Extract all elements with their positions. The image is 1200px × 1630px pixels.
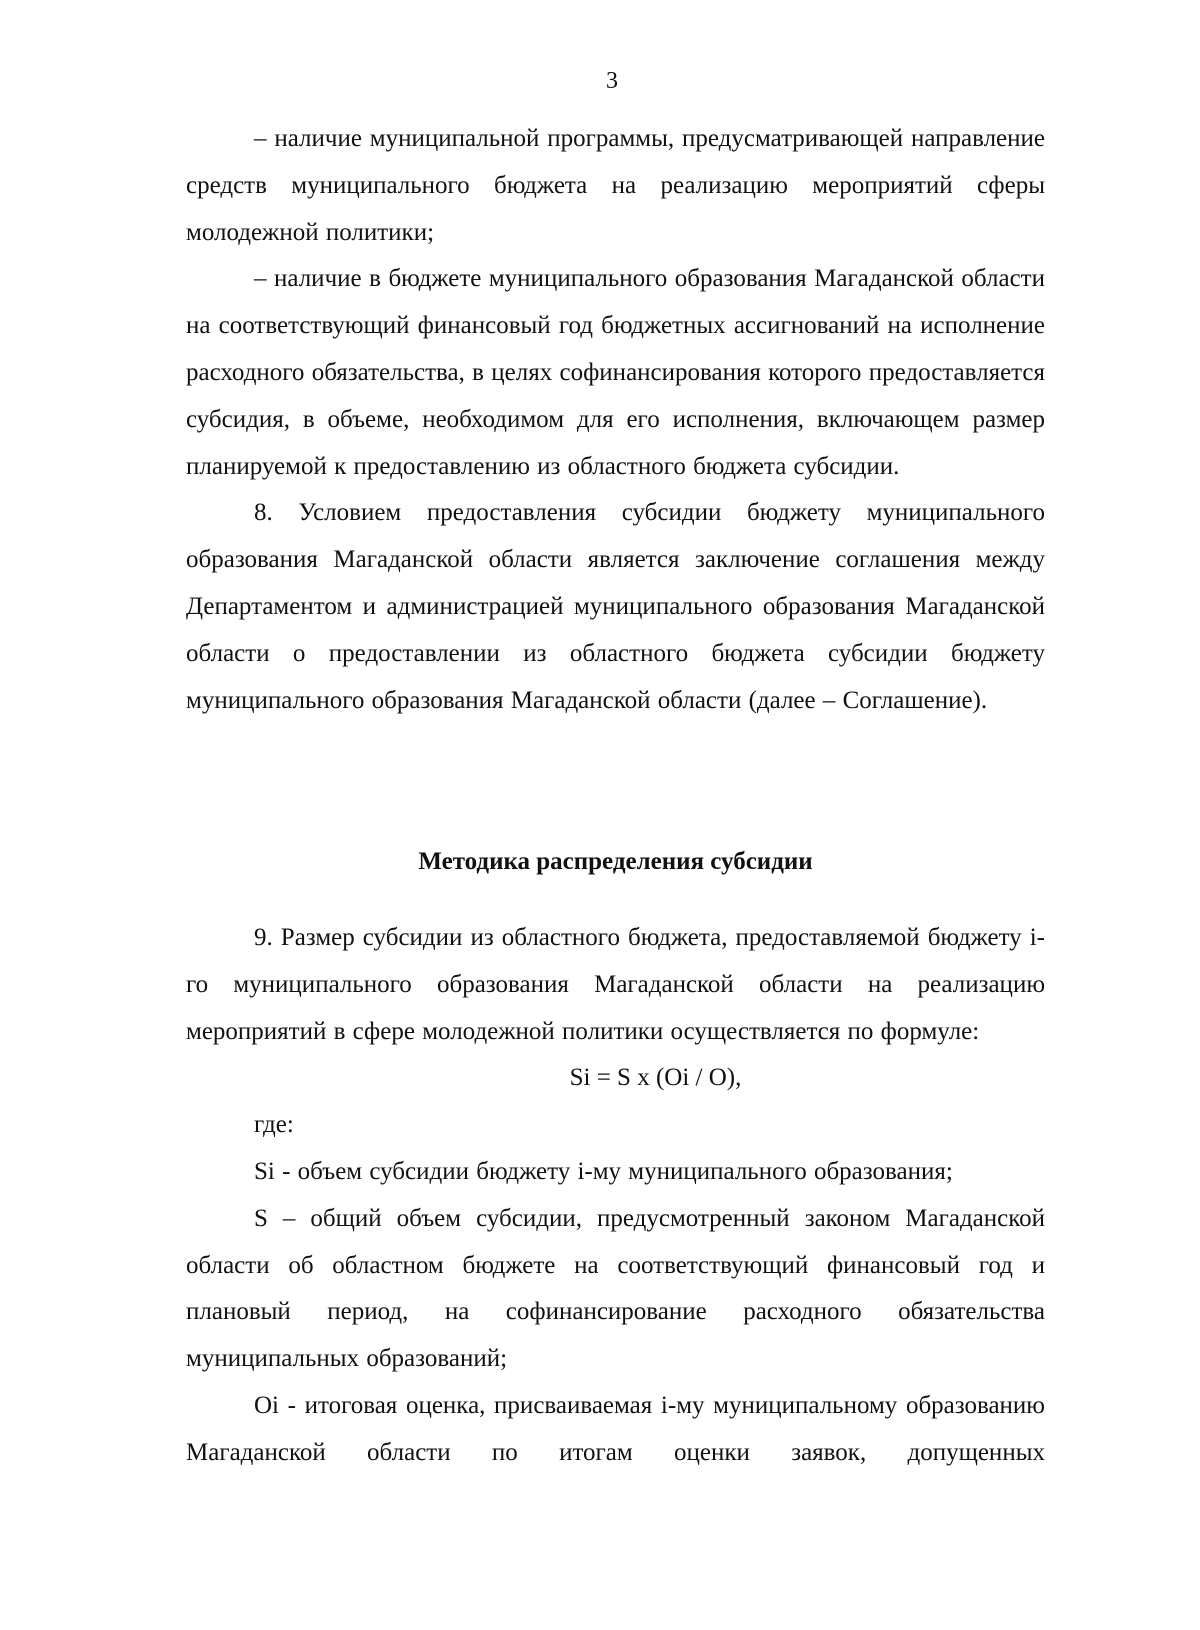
paragraph-condition-8: 8. Условием предоставления субсидии бюджету муниципального образования Магаданской области является заключение соглашения между Департаментом и администрацией муниципального образования Магаданской области о предоставлении из областного бюджета субсидии бюджету муниципального образования Магаданской области (далее – Соглашение). <box>186 499 1045 714</box>
formula: Si = S x (Oi / O), <box>569 1064 742 1092</box>
paragraph-budget-allocations: – наличие в бюджете муниципального образования Магаданской области на соответствующий финансовый год бюджетных ассигнований на исполнение расходного обязательства, в целях софинансирования которого предоставляется субсидия, в объеме, необходимом для его исполнения, включающем размер планируемой к предоставлению из областного бюджета субсидии. <box>186 265 1045 480</box>
definition-oi: Oi - итоговая оценка, присваиваемая i-му муниципальному образованию Магаданской области по итогам оценки заявок, допущенных <box>186 1391 1045 1466</box>
section-heading: Методика распределения субсидии <box>418 848 813 875</box>
paragraph-9: 9. Размер субсидии из областного бюджета, предоставляемой бюджету i-го муниципального образования Магаданской области на реализацию мероприятий в сфере молодежной политики осуществляется по формуле: <box>186 924 1045 1045</box>
definition-s: S – общий объем субсидии, предусмотренный законом Магаданской области об областном бюджете на соответствующий финансовый год и плановый период, на софинансирование расходного обязательства муниципальных образований; <box>186 1204 1045 1373</box>
definition-si: Si - объем субсидии бюджету i-му муниципального образования; <box>254 1157 953 1185</box>
paragraph-municipal-program: – наличие муниципальной программы, предусматривающей направление средств муниципального бюджета на реализацию мероприятий сферы молодежной политики; <box>186 125 1045 246</box>
document-body-lower <box>186 915 1045 1477</box>
document-body-upper <box>186 116 1045 724</box>
where-label: где: <box>254 1111 294 1139</box>
page-number: 3 <box>606 68 618 94</box>
